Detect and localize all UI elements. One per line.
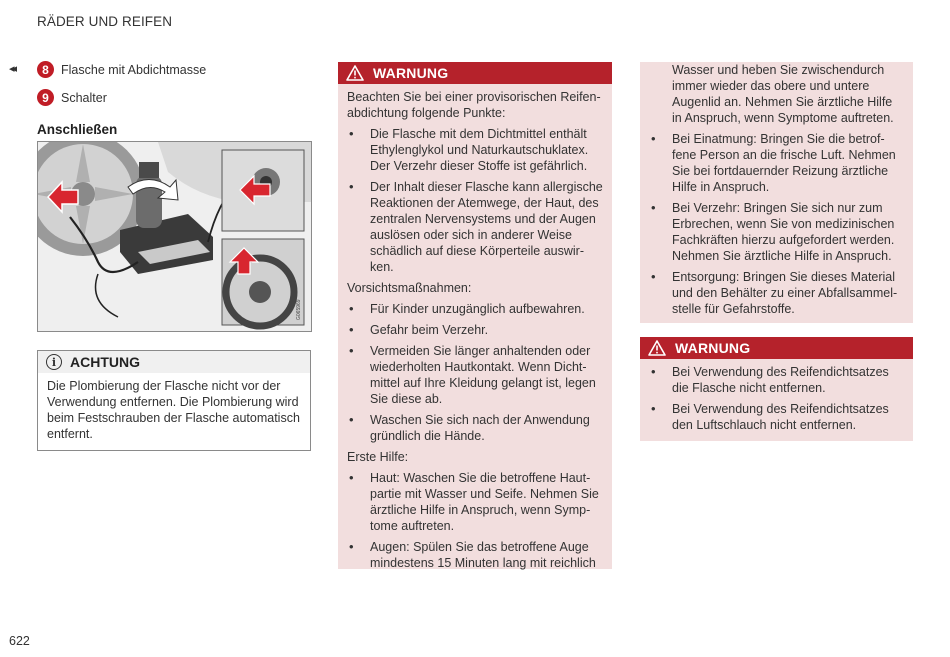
callout-number-badge: 9 — [37, 89, 54, 106]
list-item: • Vermeiden Sie länger anhaltenden oder wiederholten Hautkontakt. Wenn Dichtmittel auf Ihre Kleidung gelangt ist, legen Sie diese ab. — [347, 343, 603, 407]
warning-header — [338, 62, 612, 84]
valve-detail-inset — [222, 150, 304, 231]
warning-triangle-icon — [648, 340, 666, 356]
warning-box — [640, 337, 913, 441]
list-item: • Bei Verzehr: Bringen Sie sich nur zum Erbrechen, wenn Sie von medizinischen Fachkräften hierzu aufgefordert werden. Nehmen Sie ärztliche Hilfe in Anspruch. — [649, 200, 904, 264]
list-item: • Die Flasche mit dem Dichtmittel enthält Ethylenglykol und Naturkautschuklatex. Der Verzehr dieser Stoffe ist gefährlich. — [347, 126, 603, 174]
list-item: • Bei Verwendung des Reifendichtsatzes die Flasche nicht entfernen. — [649, 364, 904, 396]
precautions-label: Vorsichtsmaßnahmen: — [347, 281, 472, 295]
list-item: • Der Inhalt dieser Flasche kann allergische Reaktionen der Atemwege, der Haut, des zentralen Nervensystems und der Augen auslösen oder sich in anderer Weise schädlich auf diese Körperteile auswirken. — [347, 179, 603, 275]
list-item: • Bei Einatmung: Bringen Sie die betroffene Person an die frische Luft. Nehmen Sie bei fortdauernder Reizung ärztliche Hilfe in Anspruch. — [649, 131, 904, 195]
caution-text: Die Plombierung der Flasche nicht vor der Verwendung entfernen. Die Plombierung wird beim Festschrauben der Flasche automatisch entfernt. — [47, 379, 300, 441]
section-title: RÄDER UND REIFEN — [37, 14, 173, 29]
callout-label: Schalter — [61, 90, 107, 105]
warning-title: WARNUNG — [373, 65, 449, 81]
figure-code: G065969 — [296, 299, 302, 320]
connect-illustration — [37, 141, 312, 332]
list-item: • Für Kinder unzugänglich aufbewahren. — [347, 301, 603, 317]
list-item: • Entsorgung: Bringen Sie dieses Material und den Behälter zu einer Abfallsammelstelle für Gefahrstoffe. — [649, 269, 904, 317]
callout-item — [37, 61, 206, 78]
page-number: 622 — [9, 634, 30, 648]
connect-heading: Anschließen — [37, 122, 118, 137]
warning-header — [640, 337, 913, 359]
warning-box — [338, 62, 612, 569]
warning-title: WARNUNG — [675, 340, 751, 356]
callout-label: Flasche mit Abdichtmasse — [61, 62, 207, 77]
switch-detail-inset — [222, 239, 304, 326]
warning-triangle-icon — [346, 65, 364, 81]
continuation-text: Wasser und heben Sie zwischendurch immer wieder das obere und untere Augenlid an. Nehmen Sie ärztliche Hilfe in Anspruch, wenn Symptome auftreten. — [672, 63, 894, 125]
back-arrows-icon[interactable]: ◂◂ — [9, 63, 15, 75]
list-item: • Bei Verwendung des Reifendichtsatzes den Luftschlauch nicht entfernen. — [649, 401, 904, 433]
caution-notice — [37, 350, 311, 451]
caution-title: ACHTUNG — [70, 354, 140, 370]
callout-number-badge: 8 — [37, 61, 54, 78]
warning-intro: Beachten Sie bei einer provisorischen Reifenabdichtung folgende Punkte: — [347, 90, 601, 120]
first-aid-label: Erste Hilfe: — [347, 450, 409, 464]
info-icon: i — [46, 354, 62, 370]
list-item: • Haut: Waschen Sie die betroffene Hautpartie mit Wasser und Seife. Nehmen Sie ärztliche Hilfe in Anspruch, wenn Symptome auftreten. — [347, 470, 603, 534]
warning-continuation-box — [640, 62, 913, 323]
list-item: • Gefahr beim Verzehr. — [347, 322, 603, 338]
callout-item — [37, 89, 107, 106]
caution-header — [38, 351, 310, 373]
list-item: • Waschen Sie sich nach der Anwendung gründlich die Hände. — [347, 412, 603, 444]
list-item: • Augen: Spülen Sie das betroffene Auge mindestens 15 Minuten lang mit reichlich — [347, 539, 603, 571]
